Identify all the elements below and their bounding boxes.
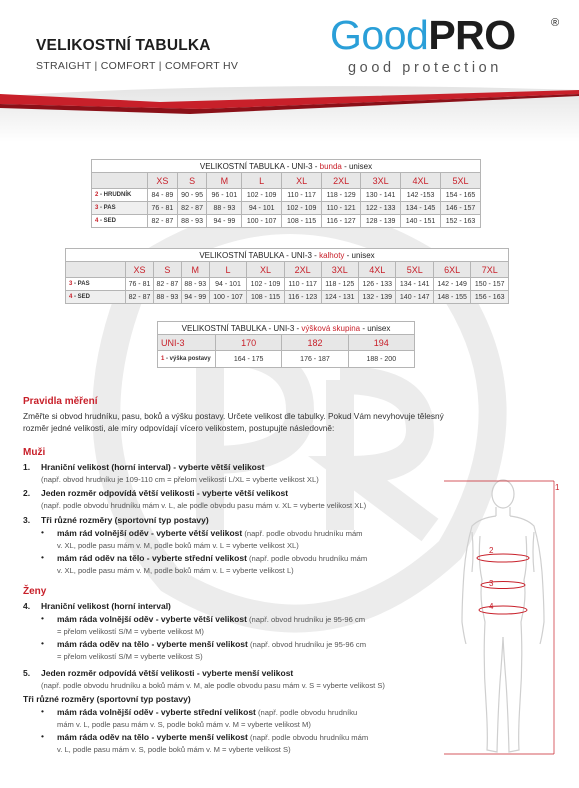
size-header: M [181, 262, 209, 278]
table-cell: 140 - 151 [401, 215, 441, 228]
table-cell: 116 - 123 [284, 291, 321, 304]
size-header: 2XL [284, 262, 321, 278]
rules-intro-line1: Změřte si obvod hrudníku, pasu, boků a výšku postavy. Určete velikost dle tabulky. Pokud Vám nevyhovuje tělesný [23, 411, 444, 421]
bullet-dot: • [41, 706, 44, 716]
table-cell: 96 - 101 [207, 189, 242, 202]
table-cell: 118 - 125 [321, 278, 358, 291]
rule-note-text: (např. podle obvodu hrudníku mám [246, 554, 368, 563]
table-row [66, 291, 509, 304]
men-rule-3-number: 3. [23, 515, 31, 525]
caption-suffix: - unisex [360, 323, 391, 333]
caption-text: VELIKOSTNÍ TABULKA - UNI-3 - [199, 250, 320, 260]
table-cell: 108 - 115 [282, 215, 322, 228]
row-label [92, 189, 148, 202]
size-header: L [242, 173, 282, 189]
size-header: 194 [348, 335, 414, 351]
table-cell: 110 - 117 [284, 278, 321, 291]
men-rule-3a-note: v. XL, podle pasu mám v. M, podle boků mám v. L = vyberte velikost XL) [57, 541, 299, 550]
row-label-text: - výška postavy [164, 356, 211, 362]
size-table-pants [65, 248, 509, 304]
table-cell: 140 - 147 [396, 291, 433, 304]
table-cell: 146 - 157 [441, 202, 481, 215]
rule-note-text: (např. obvod hrudníku je 95-96 cm [247, 640, 367, 649]
bullet-dot: • [41, 613, 44, 623]
women-rule-4: Hraniční velikost (horní interval) [41, 601, 171, 611]
size-header: 170 [216, 335, 282, 351]
bullet-dot: • [41, 731, 44, 741]
men-rule-1: Hraniční velikost (horní interval) - vyberte větší velikost [41, 462, 265, 472]
figure-label-hips: 4 [489, 602, 494, 611]
size-header: XS [126, 262, 154, 278]
figure-label-chest: 2 [489, 546, 494, 555]
size-header: XS [148, 173, 178, 189]
size-header: M [207, 173, 242, 189]
caption-suffix: - unisex [344, 250, 375, 260]
table-caption [92, 160, 481, 173]
caption-highlight: bunda [319, 161, 342, 171]
size-header: XL [247, 262, 284, 278]
women-rule-6b [57, 732, 368, 742]
row-label [66, 278, 126, 291]
women-rule-4b-note: = přelom velikostí S/M = vyberte velikost S) [57, 652, 203, 661]
table-cell: 122 - 133 [361, 202, 401, 215]
table-cell: 82 - 87 [177, 202, 207, 215]
table-cell: 82 - 87 [153, 278, 181, 291]
table-cell: 102 - 109 [247, 278, 284, 291]
figure-label-waist: 3 [489, 579, 494, 588]
caption-text: VELIKOSTNÍ TABULKA - UNI-3 - [199, 161, 320, 171]
logo-good-text: Good [330, 12, 429, 58]
men-rule-2-note: (např. podle obvodu hrudníku mám v. L, ale podle obvodu pasu mám v. XL = vyberte velikost XL) [41, 501, 367, 510]
body-measurement-figure [440, 472, 570, 762]
women-rule-6: Tři různé rozměry (sportovní typ postavy) [23, 694, 191, 704]
table-cell: 108 - 115 [247, 291, 284, 304]
row-label-text: - PAS [98, 205, 116, 211]
table-cell: 100 - 107 [242, 215, 282, 228]
women-rule-5: Jeden rozměr odpovídá větší velikosti - vyberte menší velikost [41, 668, 294, 678]
row-number: 4 [95, 218, 99, 224]
bullet-dot: • [41, 552, 44, 562]
table-cell: 102 - 109 [282, 202, 322, 215]
rule-note-text: (např. podle obvodu hrudníku mám [242, 529, 363, 538]
size-header: 6XL [433, 262, 470, 278]
table-row [158, 351, 415, 368]
table-cell: 116 - 127 [322, 215, 361, 228]
size-header: 3XL [361, 173, 401, 189]
table-cell: 126 - 133 [359, 278, 396, 291]
caption-suffix: - unisex [341, 161, 373, 171]
row-label [66, 291, 126, 304]
table-cell: 94 - 101 [209, 278, 246, 291]
table-cell: 102 - 109 [242, 189, 282, 202]
size-header: 2XL [322, 173, 361, 189]
men-rule-1-number: 1. [23, 462, 31, 472]
goodpro-logo [330, 12, 516, 58]
rule-bold-text: mám ráda volnější oděv - vyberte větší velikost [57, 614, 247, 624]
men-rule-2: Jeden rozměr odpovídá větší velikosti - vyberte větší velikost [41, 488, 289, 498]
table-cell: 154 - 165 [441, 189, 481, 202]
figure-label-height: 1 [555, 483, 560, 492]
row-label-text: - SED [72, 294, 91, 300]
row-label-text: - PAS [72, 281, 90, 287]
table-cell: 130 - 141 [361, 189, 401, 202]
men-rule-3b [57, 553, 367, 563]
table-cell: 148 - 155 [433, 291, 470, 304]
women-rule-4a-note: = přelom velikostí S/M = vyberte velikost M) [57, 627, 204, 636]
size-header: 5XL [396, 262, 433, 278]
rule-bold-text: mám ráda volnější oděv - vyberte střední velikost [57, 707, 256, 717]
table-cell: 94 - 99 [207, 215, 242, 228]
logo-pro-text: PRO [428, 12, 516, 58]
table-cell: 88 - 93 [207, 202, 242, 215]
size-header: S [177, 173, 207, 189]
rule-note-text: (např. podle obvodu hrudníku [255, 708, 358, 717]
table-row [92, 189, 481, 202]
table-cell: 110 - 121 [322, 202, 361, 215]
table-cell: 118 - 129 [322, 189, 361, 202]
table-cell: 90 - 95 [177, 189, 207, 202]
women-rule-5-note: (např. podle obvodu hrudníku a boků mám v. M, ale podle obvodu pasu mám v. S = vyberte velikost S) [41, 681, 385, 690]
men-rule-2-number: 2. [23, 488, 31, 498]
table-cell: 152 - 163 [441, 215, 481, 228]
row-number: 3 [95, 205, 99, 211]
table-cell: 128 - 139 [361, 215, 401, 228]
header-blank [92, 173, 148, 189]
table-cell: 132 - 139 [359, 291, 396, 304]
women-rule-6b-note: v. L, podle pasu mám v. S, podle boků mám v. M = vyberte velikost S) [57, 745, 291, 754]
rules-intro-line2: rozměr jedné velikosti, ale míry odpovídají vícero velikostem, postupujte následovně: [23, 423, 335, 433]
table-cell: 150 - 157 [471, 278, 509, 291]
size-header: XL [282, 173, 322, 189]
page-title: VELIKOSTNÍ TABULKA [36, 37, 211, 54]
table-row [66, 278, 509, 291]
page-subtitle: STRAIGHT | COMFORT | COMFORT HV [36, 60, 239, 72]
size-header: 182 [282, 335, 348, 351]
rule-note-text: (např. podle obvodu hrudníku mám [247, 733, 369, 742]
size-table-height [157, 321, 415, 368]
caption-text: VELIKOSTNÍ TABULKA - UNI-3 - [181, 323, 302, 333]
caption-highlight: výšková skupina [301, 323, 361, 333]
size-header: 4XL [401, 173, 441, 189]
page-header [0, 0, 579, 150]
size-header: 3XL [321, 262, 358, 278]
rule-bold-text: mám ráda oděv na tělo - vyberte menší velikost [57, 639, 248, 649]
women-rule-4a [57, 614, 365, 624]
rule-bold-text: mám rád volnější oděv - vyberte větší velikost [57, 528, 243, 538]
table-cell: 176 - 187 [282, 351, 348, 368]
rule-note-text: (např. obvod hrudníku je 95-96 cm [246, 615, 366, 624]
table-caption [66, 249, 509, 262]
row-label [92, 215, 148, 228]
table-cell: 84 - 89 [148, 189, 178, 202]
size-header: 4XL [359, 262, 396, 278]
row-label [92, 202, 148, 215]
size-header: 7XL [471, 262, 509, 278]
row-number: 3 [69, 281, 73, 287]
table-cell: 82 - 87 [126, 291, 154, 304]
women-rule-6a-note: mám v. L, podle pasu mám v. S, podle boků mám v. M = vyberte velikost M) [57, 720, 311, 729]
size-header: L [209, 262, 246, 278]
row-label [158, 351, 216, 368]
row-number: 1 [161, 356, 165, 362]
table-cell: 142 - 149 [433, 278, 470, 291]
table-cell: 76 - 81 [126, 278, 154, 291]
table-cell: 94 - 99 [181, 291, 209, 304]
table-cell: 76 - 81 [148, 202, 178, 215]
size-table-jacket [91, 159, 481, 228]
row-label-text: - HRUDNÍK [98, 192, 132, 198]
table-cell: 88 - 93 [181, 278, 209, 291]
women-rule-4-number: 4. [23, 601, 31, 611]
bullet-dot: • [41, 527, 44, 537]
table-cell: 88 - 93 [153, 291, 181, 304]
table-cell: 188 - 200 [348, 351, 414, 368]
table-cell: 164 - 175 [216, 351, 282, 368]
women-rule-5-number: 5. [23, 668, 31, 678]
row-number: 4 [69, 294, 73, 300]
table-cell: 124 - 131 [321, 291, 358, 304]
table-cell: 156 - 163 [471, 291, 509, 304]
size-header: UNI-3 [158, 335, 216, 351]
table-cell: 134 - 145 [401, 202, 441, 215]
men-rule-3a [57, 528, 363, 538]
logo-registered-mark: ® [551, 17, 560, 29]
table-row [92, 202, 481, 215]
row-label-text: - SED [98, 218, 117, 224]
women-rule-6a [57, 707, 357, 717]
row-number: 2 [95, 192, 99, 198]
size-header: S [153, 262, 181, 278]
men-rule-1-note: (např. obvod hrudníku je 109-110 cm = přelom velikostí L/XL = vyberte velikost XL) [41, 475, 319, 484]
table-cell: 94 - 101 [242, 202, 282, 215]
men-title: Muži [23, 447, 46, 458]
rule-bold-text: mám rád oděv na tělo - vyberte střední velikost [57, 553, 247, 563]
logo-tagline: good protection [348, 60, 502, 76]
women-title: Ženy [23, 586, 47, 597]
table-cell: 100 - 107 [209, 291, 246, 304]
men-rule-3b-note: v. XL, podle pasu mám v. M, podle boků mám v. L = vyberte velikost L) [57, 566, 294, 575]
caption-highlight: kalhoty [319, 250, 345, 260]
rules-title: Pravidla měření [23, 396, 98, 407]
header-swoosh [0, 82, 579, 142]
size-header: 5XL [441, 173, 481, 189]
table-caption [158, 322, 415, 335]
rule-bold-text: mám ráda oděv na tělo - vyberte menší velikost [57, 732, 248, 742]
header-blank [66, 262, 126, 278]
table-cell: 82 - 87 [148, 215, 178, 228]
table-cell: 142 -153 [401, 189, 441, 202]
men-rule-3: Tři různé rozměry (sportovní typ postavy) [41, 515, 209, 525]
table-cell: 110 - 117 [282, 189, 322, 202]
bullet-dot: • [41, 638, 44, 648]
table-cell: 88 - 93 [177, 215, 207, 228]
table-cell: 134 - 141 [396, 278, 433, 291]
table-row [92, 215, 481, 228]
women-rule-4b [57, 639, 366, 649]
